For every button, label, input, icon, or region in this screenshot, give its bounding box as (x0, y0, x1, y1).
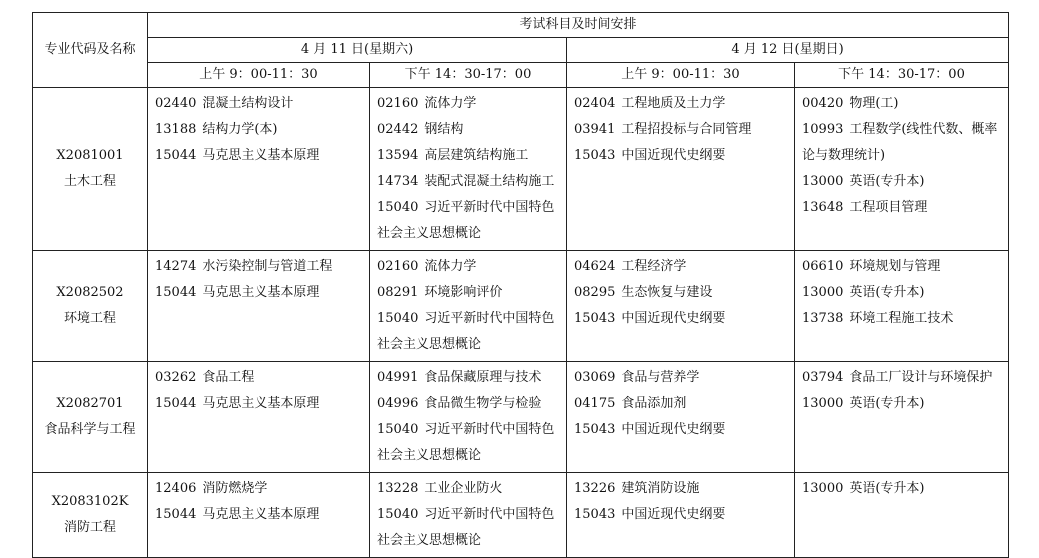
slot-header: 下午 14：30-17：00 (370, 63, 567, 88)
course-entry (574, 143, 790, 169)
course-name: 食品与营养学 (621, 370, 700, 385)
course-name: 流体力学 (424, 259, 477, 274)
major-cell (33, 473, 148, 558)
course-entry (802, 391, 1004, 417)
course-entry (802, 195, 1004, 221)
course-name: 马克思主义基本原理 (202, 396, 320, 411)
course-entry (574, 365, 790, 391)
course-entry (155, 476, 365, 502)
course-name: 习近平新时代中国特色社会主义思想概论 (377, 200, 555, 241)
course-code: 15044 (155, 148, 197, 163)
course-name: 结构力学(本) (202, 122, 278, 137)
course-entry (155, 365, 365, 391)
course-name: 混凝土结构设计 (202, 96, 294, 111)
course-name: 工程招投标与合同管理 (621, 122, 752, 137)
course-name: 水污染控制与管道工程 (202, 259, 333, 274)
course-entry (155, 91, 365, 117)
course-entry (377, 143, 562, 169)
course-entry (802, 280, 1004, 306)
course-name: 食品微生物学与检验 (424, 396, 542, 411)
course-entry (377, 306, 562, 358)
course-entry (574, 306, 790, 332)
course-name: 食品工厂设计与环境保护 (849, 370, 993, 385)
slot-cell (148, 251, 370, 362)
course-code: 15040 (377, 507, 419, 522)
slot-cell (148, 362, 370, 473)
slot-cell (795, 88, 1009, 251)
course-code: 04991 (377, 370, 419, 385)
course-entry (574, 476, 790, 502)
course-code: 04175 (574, 396, 616, 411)
course-code: 13226 (574, 481, 616, 496)
course-code: 15043 (574, 507, 616, 522)
course-entry (377, 502, 562, 554)
course-name: 环境影响评价 (424, 285, 503, 300)
slot-cell (370, 88, 567, 251)
course-name: 工业企业防火 (424, 481, 503, 496)
slot-cell (567, 362, 795, 473)
course-name: 物理(工) (849, 96, 899, 111)
course-name: 中国近现代史纲要 (621, 148, 726, 163)
table-row (33, 362, 1009, 473)
course-code: 10993 (802, 122, 844, 137)
course-code: 12406 (155, 481, 197, 496)
course-entry (377, 417, 562, 469)
course-entry (377, 91, 562, 117)
course-name: 生态恢复与建设 (621, 285, 713, 300)
course-code: 02404 (574, 96, 616, 111)
schedule-group-header: 考试科目及时间安排 (148, 13, 1009, 38)
course-name: 英语(专升本) (849, 174, 925, 189)
course-entry (574, 117, 790, 143)
course-name: 建筑消防设施 (621, 481, 700, 496)
course-name: 马克思主义基本原理 (202, 507, 320, 522)
course-name: 工程地质及土力学 (621, 96, 726, 111)
course-entry (574, 254, 790, 280)
course-name: 装配式混凝土结构施工 (424, 174, 555, 189)
course-entry (377, 365, 562, 391)
course-name: 英语(专升本) (849, 285, 925, 300)
course-name: 食品添加剂 (621, 396, 687, 411)
course-code: 13000 (802, 396, 844, 411)
course-code: 08295 (574, 285, 616, 300)
course-code: 06610 (802, 259, 844, 274)
course-name: 环境工程施工技术 (849, 311, 954, 326)
slot-header: 上午 9：00-11：30 (148, 63, 370, 88)
major-name: 土木工程 (63, 174, 116, 189)
course-entry (155, 254, 365, 280)
course-name: 英语(专升本) (849, 396, 925, 411)
course-code: 13000 (802, 481, 844, 496)
major-column-header: 专业代码及名称 (33, 13, 148, 88)
course-entry (802, 365, 1004, 391)
major-cell (33, 362, 148, 473)
course-code: 03794 (802, 370, 844, 385)
course-name: 高层建筑结构施工 (424, 148, 529, 163)
course-name: 马克思主义基本原理 (202, 285, 320, 300)
slot-cell (567, 88, 795, 251)
table-row (33, 473, 1009, 558)
course-entry (802, 91, 1004, 117)
course-code: 15043 (574, 311, 616, 326)
course-code: 15043 (574, 422, 616, 437)
course-entry (377, 280, 562, 306)
course-name: 流体力学 (424, 96, 477, 111)
course-entry (155, 502, 365, 528)
course-code: 13648 (802, 200, 844, 215)
course-entry (574, 91, 790, 117)
course-name: 食品工程 (202, 370, 255, 385)
slot-cell (795, 362, 1009, 473)
course-entry (377, 391, 562, 417)
course-entry (574, 391, 790, 417)
course-name: 中国近现代史纲要 (621, 311, 726, 326)
course-code: 03262 (155, 370, 197, 385)
major-code: X2081001 (56, 148, 124, 163)
course-entry (802, 476, 1004, 502)
slot-header: 上午 9：00-11：30 (567, 63, 795, 88)
course-code: 02442 (377, 122, 419, 137)
course-entry (802, 169, 1004, 195)
course-code: 15040 (377, 200, 419, 215)
slot-cell (567, 473, 795, 558)
course-name: 中国近现代史纲要 (621, 422, 726, 437)
course-name: 工程经济学 (621, 259, 687, 274)
course-entry (802, 117, 1004, 169)
slot-cell (795, 251, 1009, 362)
course-entry (155, 280, 365, 306)
course-name: 工程项目管理 (849, 200, 928, 215)
course-code: 15040 (377, 311, 419, 326)
major-name: 环境工程 (63, 311, 116, 326)
course-name: 工程数学(线性代数、概率论与数理统计) (802, 122, 998, 163)
course-code: 03069 (574, 370, 616, 385)
course-code: 13000 (802, 174, 844, 189)
course-entry (377, 169, 562, 195)
course-name: 马克思主义基本原理 (202, 148, 320, 163)
course-name: 环境规划与管理 (849, 259, 941, 274)
course-name: 中国近现代史纲要 (621, 507, 726, 522)
course-code: 15040 (377, 422, 419, 437)
course-name: 消防燃烧学 (202, 481, 268, 496)
exam-schedule-table (32, 12, 1009, 558)
course-code: 13000 (802, 285, 844, 300)
course-name: 习近平新时代中国特色社会主义思想概论 (377, 311, 555, 352)
slot-cell (148, 473, 370, 558)
course-code: 13228 (377, 481, 419, 496)
course-entry (155, 117, 365, 143)
course-code: 02440 (155, 96, 197, 111)
course-entry (155, 143, 365, 169)
course-entry (802, 254, 1004, 280)
course-code: 04624 (574, 259, 616, 274)
course-code: 02160 (377, 259, 419, 274)
major-cell (33, 88, 148, 251)
course-code: 14274 (155, 259, 197, 274)
course-entry (377, 195, 562, 247)
course-code: 15044 (155, 507, 197, 522)
course-code: 04996 (377, 396, 419, 411)
course-code: 02160 (377, 96, 419, 111)
major-name: 食品科学与工程 (44, 422, 136, 437)
course-entry (574, 502, 790, 528)
course-entry (377, 476, 562, 502)
table-row (33, 251, 1009, 362)
major-code: X2082502 (56, 285, 124, 300)
course-name: 英语(专升本) (849, 481, 925, 496)
major-code: X2082701 (56, 396, 124, 411)
course-code: 13738 (802, 311, 844, 326)
course-entry (377, 254, 562, 280)
slot-cell (148, 88, 370, 251)
course-entry (155, 391, 365, 417)
major-name: 消防工程 (63, 520, 116, 535)
major-cell (33, 251, 148, 362)
slot-cell (370, 473, 567, 558)
slot-cell (370, 362, 567, 473)
course-code: 08291 (377, 285, 419, 300)
course-name: 钢结构 (424, 122, 464, 137)
day-header: 4 月 11 日(星期六) (148, 38, 567, 63)
course-code: 15044 (155, 396, 197, 411)
course-name: 食品保藏原理与技术 (424, 370, 542, 385)
schedule-body (33, 88, 1009, 558)
table-row (33, 88, 1009, 251)
slot-cell (795, 473, 1009, 558)
slot-cell (370, 251, 567, 362)
course-entry (574, 417, 790, 443)
day-header: 4 月 12 日(星期日) (567, 38, 1009, 63)
course-code: 00420 (802, 96, 844, 111)
slot-cell (567, 251, 795, 362)
course-entry (377, 117, 562, 143)
course-code: 13188 (155, 122, 197, 137)
course-entry (574, 280, 790, 306)
course-name: 习近平新时代中国特色社会主义思想概论 (377, 422, 555, 463)
course-code: 15044 (155, 285, 197, 300)
major-code: X2083102K (51, 494, 129, 509)
slot-header: 下午 14：30-17：00 (795, 63, 1009, 88)
course-code: 13594 (377, 148, 419, 163)
course-entry (802, 306, 1004, 332)
course-code: 03941 (574, 122, 616, 137)
course-code: 15043 (574, 148, 616, 163)
course-name: 习近平新时代中国特色社会主义思想概论 (377, 507, 555, 548)
course-code: 14734 (377, 174, 419, 189)
